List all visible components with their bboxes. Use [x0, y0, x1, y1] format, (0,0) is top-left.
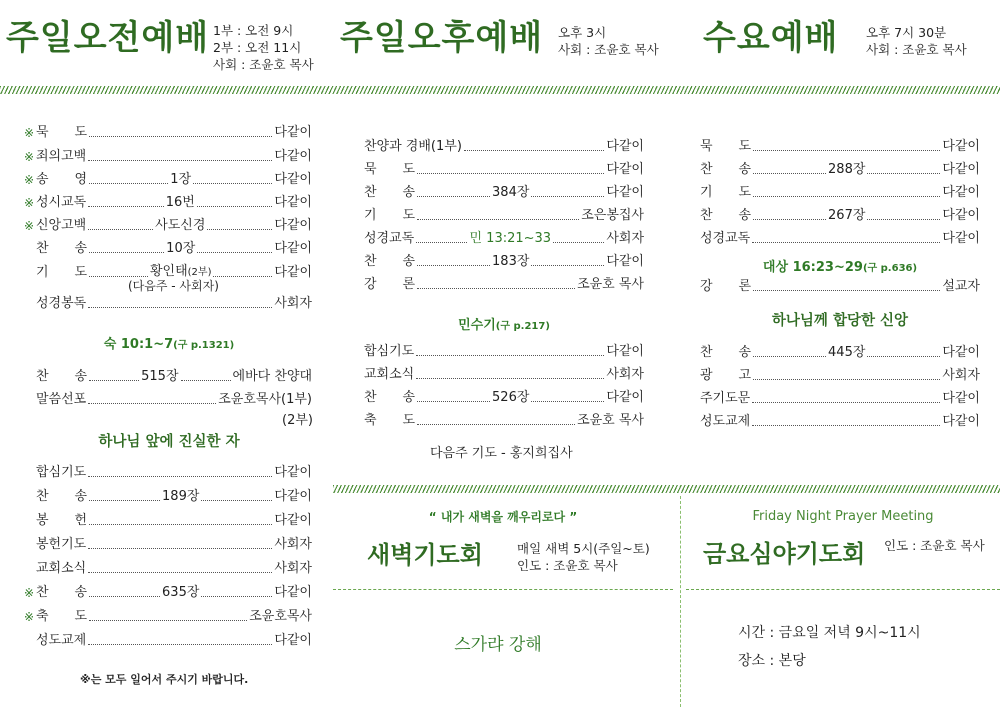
scripture-ref: 대상 16:23~29 — [762, 260, 863, 275]
afternoon-service-info — [558, 24, 659, 58]
morning-scripture — [24, 333, 314, 352]
leader-dots — [416, 378, 604, 379]
afternoon-scripture — [364, 314, 644, 333]
list-item — [24, 296, 312, 312]
item-value: 다같이 — [274, 125, 312, 140]
afternoon-info-line: 오후 3시 — [558, 25, 607, 40]
afternoon-service-title: 주일오후예배 — [340, 18, 544, 58]
item-label: 성도교제 — [36, 633, 87, 648]
item-value: 다같이 — [942, 231, 980, 246]
wednesday-scripture — [700, 256, 980, 275]
next-prayer: 다음주 기도 - 홍지희집사 — [430, 446, 573, 461]
item-label: 신앙고백 — [36, 218, 87, 233]
item-label: 기 도 — [364, 208, 416, 223]
item-detail: 10장 — [166, 241, 196, 256]
item-label: 축 도 — [364, 413, 416, 428]
leader-dots — [752, 402, 940, 403]
item-label: 찬 송 — [700, 208, 752, 223]
item-detail: 16번 — [165, 195, 195, 210]
list-item — [364, 413, 644, 429]
leader-dots — [531, 196, 604, 197]
item-label: 죄의고백 — [36, 149, 87, 164]
dawn-divider — [333, 589, 673, 590]
dawn-info-line: 인도 : 조윤호 목사 — [517, 558, 618, 573]
list-item — [24, 489, 312, 505]
leader-dots — [88, 572, 272, 573]
list-item — [24, 537, 312, 553]
item-value: 사회자 — [606, 367, 644, 382]
item-label: 성경교독 — [700, 231, 751, 246]
list-item — [700, 279, 980, 295]
leader-dots — [417, 265, 490, 266]
leader-dots — [201, 500, 272, 501]
item-value: 사회자 — [274, 537, 312, 552]
prayer-leader: 황인태 — [149, 264, 188, 279]
list-item — [700, 139, 980, 155]
leader-dots — [89, 183, 168, 184]
list-item — [364, 344, 644, 360]
item-value: 다같이 — [274, 585, 312, 600]
leader-dots — [753, 290, 940, 291]
stand-mark: ※ — [24, 126, 35, 140]
scripture-page: (구 p.217) — [495, 321, 550, 332]
stand-mark: ※ — [24, 150, 35, 164]
sermon-part2: (2부) — [282, 413, 313, 428]
leader-dots — [867, 356, 940, 357]
item-value: 다같이 — [942, 391, 980, 406]
bottom-divider — [333, 485, 1000, 493]
item-detail: 267장 — [828, 208, 866, 223]
friday-leader: 인도 : 조윤호 목사 — [884, 538, 985, 553]
leader-dots — [752, 242, 940, 243]
list-item — [700, 231, 980, 247]
leader-dots — [213, 276, 272, 277]
item-value: 조윤호목사 — [249, 609, 312, 624]
item-value: 다같이 — [274, 241, 313, 256]
item-label: 찬 송 — [36, 369, 88, 384]
item-label: 강 론 — [700, 279, 752, 294]
list-item — [364, 390, 644, 406]
list-item — [700, 185, 980, 201]
item-label: 교회소식 — [36, 561, 87, 576]
scripture-ref: 민수기 — [458, 318, 496, 333]
item-label: 찬 송 — [364, 390, 416, 405]
leader-dots — [88, 307, 272, 308]
item-value: 다같이 — [274, 218, 312, 233]
item-label: 교회소식 — [364, 367, 415, 382]
item-value: 다같이 — [606, 185, 644, 200]
item-detail: 사도신경 — [155, 218, 206, 233]
stand-mark: ※ — [24, 173, 35, 187]
friday-title: 금요심야기도회 — [703, 540, 866, 568]
leader-dots — [89, 596, 160, 597]
list-item — [24, 633, 312, 649]
item-label: 말씀선포 — [36, 392, 87, 407]
stand-mark: ※ — [24, 610, 35, 624]
morning-info-line: 사회 : 조윤호 목사 — [213, 57, 314, 72]
leader-dots — [88, 206, 163, 207]
item-value: 사회자 — [274, 561, 312, 576]
item-value: 다같이 — [274, 489, 312, 504]
item-value: 다같이 — [274, 172, 312, 187]
leader-dots — [417, 401, 490, 402]
leader-dots — [752, 425, 940, 426]
item-value: 다같이 — [606, 344, 644, 359]
item-value: 다같이 — [274, 633, 312, 648]
friday-english-title: Friday Night Prayer Meeting — [752, 509, 934, 524]
item-value: 다같이 — [942, 208, 980, 223]
leader-dots — [197, 206, 272, 207]
leader-dots — [753, 150, 940, 151]
wednesday-service-title: 수요예배 — [703, 18, 839, 58]
item-value: 다같이 — [274, 149, 312, 164]
item-detail: 288장 — [828, 162, 866, 177]
item-label: 광 고 — [700, 368, 752, 383]
list-item — [700, 368, 980, 384]
item-value: 설교자 — [942, 279, 980, 294]
leader-dots — [193, 183, 272, 184]
item-label: 성도교제 — [700, 414, 751, 429]
list-item — [24, 125, 312, 141]
item-label: 기 도 — [36, 265, 88, 280]
item-label: 묵 도 — [36, 125, 88, 140]
leader-dots — [553, 242, 604, 243]
list-item — [24, 218, 312, 234]
list-item — [24, 172, 312, 188]
leader-dots — [531, 401, 604, 402]
item-label: 찬 송 — [36, 585, 88, 600]
list-item — [24, 392, 312, 408]
leader-dots — [89, 252, 164, 253]
leader-dots — [88, 548, 272, 549]
leader-dots — [89, 136, 272, 137]
list-item — [364, 254, 644, 270]
item-label: 기 도 — [700, 185, 752, 200]
list-item — [24, 609, 312, 625]
item-detail: 183장 — [492, 254, 530, 269]
item-detail: 189장 — [162, 489, 200, 504]
leader-dots — [753, 379, 940, 380]
list-item — [24, 561, 312, 577]
item-label: 찬 송 — [700, 345, 752, 360]
stand-mark: ※ — [24, 586, 35, 600]
item-label: 성경교독 — [364, 231, 415, 246]
stand-mark: ※ — [24, 219, 35, 233]
list-item — [24, 195, 312, 211]
item-value: 다같이 — [274, 195, 312, 210]
leader-dots — [89, 500, 160, 501]
leader-dots — [753, 219, 826, 220]
item-value: 사회자 — [606, 231, 645, 246]
leader-dots — [867, 219, 940, 220]
standing-footnote: ※는 모두 일어서 주시기 바랍니다. — [80, 673, 249, 686]
leader-dots — [417, 173, 604, 174]
item-value: 사회자 — [942, 368, 980, 383]
list-item — [700, 391, 980, 407]
item-value: 다같이 — [942, 185, 980, 200]
leader-dots — [201, 596, 272, 597]
item-value: 다같이 — [606, 254, 644, 269]
list-item — [24, 513, 312, 529]
bottom-vertical-divider — [680, 496, 681, 707]
afternoon-info-line: 사회 : 조윤호 목사 — [558, 42, 659, 57]
list-item — [700, 162, 980, 178]
dawn-info-line: 매일 새벽 5시(주일~토) — [517, 541, 650, 556]
item-label: 주기도문 — [700, 391, 751, 406]
item-label: 봉 헌 — [36, 513, 88, 528]
scripture-ref: 숙 10:1~7 — [103, 337, 174, 352]
leader-dots — [753, 196, 940, 197]
leader-dots — [89, 620, 247, 621]
item-value: 조은봉집사 — [581, 208, 644, 223]
item-value: 다같이 — [942, 139, 980, 154]
scripture-page: (구 p.1321) — [173, 340, 235, 351]
leader-dots — [88, 476, 272, 477]
item-detail: 445장 — [828, 345, 866, 360]
wednesday-sermon-title: 하나님께 합당한 신앙 — [771, 313, 909, 329]
leader-dots — [867, 173, 940, 174]
leader-dots — [89, 380, 139, 381]
list-item — [24, 241, 312, 257]
leader-dots — [88, 229, 153, 230]
list-item — [700, 414, 980, 430]
list-item — [700, 345, 980, 361]
leader-dots — [416, 355, 604, 356]
item-value: 다같이 — [606, 139, 644, 154]
prayer-part: (2부) — [187, 267, 212, 278]
list-item — [364, 208, 644, 224]
item-value: 조윤호 목사 — [577, 413, 644, 428]
list-item — [364, 231, 644, 247]
leader-dots — [88, 160, 272, 161]
leader-dots — [417, 196, 490, 197]
item-label: 찬 송 — [364, 185, 416, 200]
wednesday-info-line: 오후 7시 30분 — [866, 25, 947, 40]
item-value: 다같이 — [942, 162, 980, 177]
leader-dots — [417, 288, 575, 289]
item-label: 찬 송 — [700, 162, 752, 177]
wednesday-service-info — [866, 24, 967, 58]
item-value: 다같이 — [942, 345, 980, 360]
item-label: 합심기도 — [36, 465, 87, 480]
friday-divider — [686, 589, 1000, 590]
item-label: 찬양과 경배(1부) — [364, 139, 462, 154]
item-value: 다같이 — [606, 390, 644, 405]
item-value: 조윤호목사(1부) — [218, 392, 312, 407]
morning-service-title: 주일오전예배 — [6, 18, 210, 58]
list-item — [24, 465, 312, 481]
item-label: 봉헌기도 — [36, 537, 87, 552]
dawn-topic: 스가랴 강해 — [454, 635, 542, 655]
leader-dots — [531, 265, 604, 266]
leader-dots — [416, 242, 467, 243]
stand-mark: ※ — [24, 196, 35, 210]
list-item — [24, 149, 312, 165]
morning-info-line: 1부 : 오전 9시 — [213, 23, 294, 38]
leader-dots — [181, 380, 231, 381]
leader-dots — [417, 424, 575, 425]
friday-place: 장소 : 본당 — [738, 653, 806, 669]
wednesday-info-line: 사회 : 조윤호 목사 — [866, 42, 967, 57]
leader-dots — [417, 219, 579, 220]
dawn-quote: “ 내가 새벽을 깨우리로다 ” — [428, 510, 578, 524]
list-item — [24, 369, 312, 385]
morning-service-info — [213, 22, 314, 73]
item-label: 송 영 — [36, 172, 88, 187]
leader-dots — [197, 252, 272, 253]
leader-dots — [88, 644, 272, 645]
item-label: 묵 도 — [700, 139, 752, 154]
scripture-page: (구 p.636) — [862, 263, 918, 274]
leader-dots — [89, 524, 272, 525]
item-label: 찬 송 — [36, 241, 88, 256]
list-item — [24, 585, 312, 601]
header-divider — [0, 86, 1000, 94]
item-label: 강 론 — [364, 277, 416, 292]
item-detail: 526장 — [492, 390, 530, 405]
list-item — [364, 185, 644, 201]
item-detail: 민 13:21~33 — [469, 231, 552, 246]
item-label: 성시교독 — [36, 195, 87, 210]
leader-dots — [207, 229, 272, 230]
morning-info-line: 2부 : 오전 11시 — [213, 40, 302, 55]
item-detail: 515장 — [141, 369, 179, 384]
list-item — [364, 367, 644, 383]
leader-dots — [464, 150, 604, 151]
item-detail: 1장 — [170, 172, 192, 187]
list-item — [700, 208, 980, 224]
item-label: 축 도 — [36, 609, 88, 624]
item-label: 찬 송 — [364, 254, 416, 269]
friday-time: 시간 : 금요일 저녁 9시~11시 — [738, 625, 921, 641]
item-value: 사회자 — [274, 296, 312, 311]
item-label: 성경봉독 — [36, 296, 87, 311]
leader-dots — [753, 173, 826, 174]
prayer-next: (다음주 - 사회자) — [128, 279, 219, 293]
item-value: 다같이 — [274, 265, 313, 280]
item-value: 조윤호 목사 — [577, 277, 644, 292]
leader-dots — [753, 356, 826, 357]
dawn-title: 새벽기도회 — [367, 541, 483, 569]
item-label: 합심기도 — [364, 344, 415, 359]
list-item — [364, 162, 644, 178]
list-item — [364, 139, 644, 155]
item-detail: 384장 — [492, 185, 530, 200]
item-value: 다같이 — [274, 513, 312, 528]
item-value: 다같이 — [274, 465, 312, 480]
item-value: 다같이 — [942, 414, 980, 429]
item-label: 묵 도 — [364, 162, 416, 177]
item-detail: 635장 — [162, 585, 200, 600]
item-value: 다같이 — [606, 162, 644, 177]
list-item — [364, 277, 644, 293]
item-value: 에바다 찬양대 — [232, 369, 313, 384]
leader-dots — [88, 403, 216, 404]
morning-sermon-title: 하나님 앞에 진실한 자 — [98, 434, 240, 450]
dawn-info — [517, 540, 650, 574]
item-label: 찬 송 — [36, 489, 88, 504]
